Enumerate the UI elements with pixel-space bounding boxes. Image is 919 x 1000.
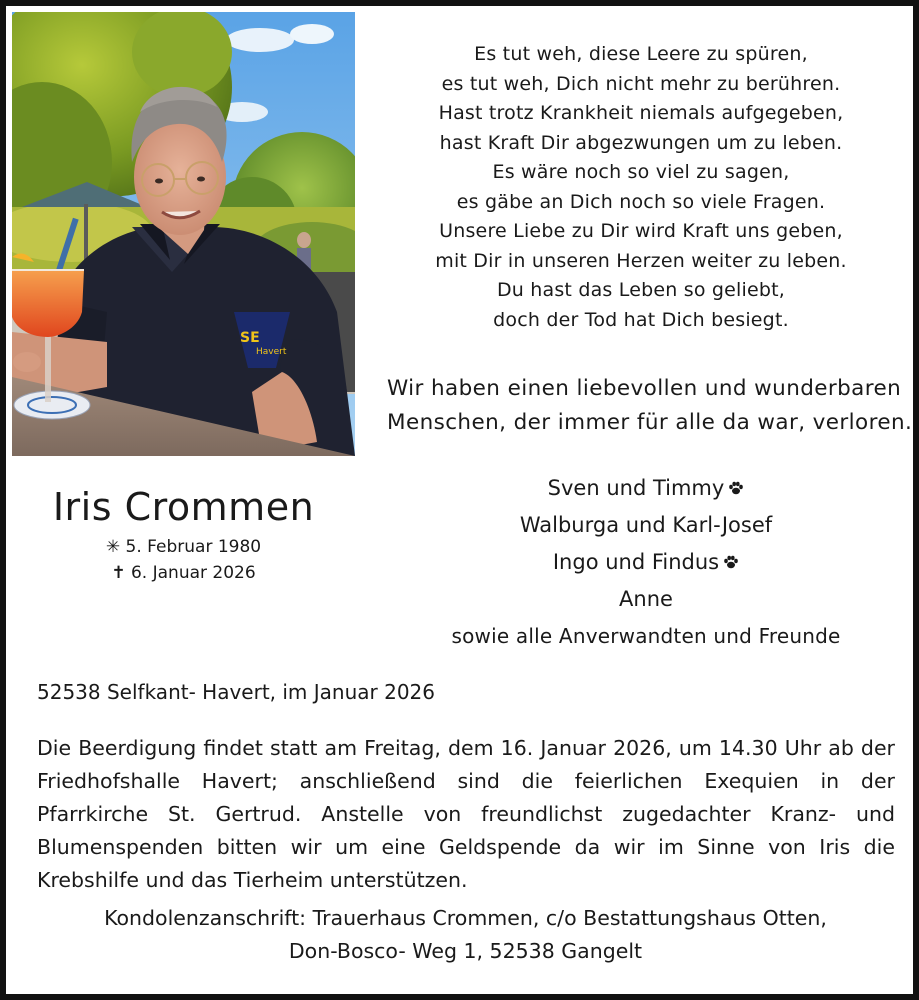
death-date-text: 6. Januar 2026 bbox=[130, 563, 256, 583]
funeral-info bbox=[37, 732, 895, 897]
death-date bbox=[12, 560, 355, 586]
poem-line: es tut weh, Dich nicht mehr zu berühren. bbox=[441, 72, 841, 95]
poem-line: hast Kraft Dir abgezwungen um zu leben. bbox=[439, 131, 843, 154]
deceased-info bbox=[12, 480, 355, 586]
poem-line: mit Dir in unseren Herzen weiter zu leben. bbox=[435, 249, 847, 272]
paw-icon bbox=[723, 545, 739, 582]
poem-line: es gäbe an Dich noch so viele Fragen. bbox=[456, 190, 826, 213]
lead-line: Menschen, der immer für alle da war, verloren. bbox=[387, 410, 913, 435]
poem-line: Hast trotz Krankheit niemals aufgegeben, bbox=[438, 102, 844, 124]
mourner-name bbox=[386, 544, 906, 581]
mourner-name bbox=[386, 470, 906, 507]
condolence-line: Kondolenzanschrift: Trauerhaus Crommen, c/o Bestattungshaus Otten, bbox=[104, 906, 827, 930]
birth-star-icon: ✳ bbox=[105, 537, 121, 557]
birth-date-text: 5. Februar 1980 bbox=[125, 537, 262, 557]
place-date: 52538 Selfkant- Havert, im Januar 2026 bbox=[37, 680, 436, 704]
mourner-name: Walburga und Karl-Josef bbox=[519, 513, 773, 538]
mourner-name-text: Sven und Timmy bbox=[547, 476, 725, 500]
funeral-line: Friedhofshalle Havert; anschließend sind die feierlichen Exequien in der bbox=[37, 769, 895, 793]
lead-line: Wir haben einen liebevollen und wunderbaren bbox=[387, 376, 902, 401]
mourners-list bbox=[386, 470, 906, 654]
death-cross-icon: ✝ bbox=[111, 563, 126, 583]
mourner-name: Anne bbox=[619, 587, 673, 611]
poem-line: doch der Tod hat Dich besiegt. bbox=[493, 308, 789, 331]
mourners-rest: sowie alle Anverwandten und Freunde bbox=[451, 623, 841, 648]
paw-icon bbox=[728, 471, 744, 508]
funeral-line: Blumenspenden bitten wir um eine Geldspende da wir im Sinne von Iris die bbox=[37, 835, 895, 859]
poem-line: Es wäre noch so viel zu sagen, bbox=[492, 161, 790, 183]
lead-statement bbox=[387, 372, 913, 440]
funeral-line: Krebshilfe und das Tierheim unterstützen. bbox=[37, 868, 468, 892]
poem-line: Unsere Liebe zu Dir wird Kraft uns geben, bbox=[439, 220, 843, 242]
condolence-address bbox=[6, 902, 919, 968]
deceased-name: Iris Crommen bbox=[52, 485, 315, 529]
condolence-line: Don-Bosco- Weg 1, 52538 Gangelt bbox=[288, 939, 643, 963]
birth-date bbox=[12, 534, 355, 560]
portrait-photo bbox=[12, 12, 355, 456]
funeral-line: Die Beerdigung findet statt am Freitag, dem 16. Januar 2026, um 14.30 Uhr ab der bbox=[37, 736, 895, 760]
poem-line: Du hast das Leben so geliebt, bbox=[496, 279, 786, 301]
svg-text:Havert: Havert bbox=[256, 347, 287, 357]
poem-line: Es tut weh, diese Leere zu spüren, bbox=[474, 43, 808, 65]
mourner-name-text: Ingo und Findus bbox=[552, 549, 720, 574]
funeral-line: Pfarrkirche St. Gertrud. Anstelle von freundlichst zugedachter Kranz- und bbox=[37, 802, 895, 826]
shirt-logo-text: SE bbox=[240, 330, 260, 346]
poem bbox=[361, 40, 919, 335]
